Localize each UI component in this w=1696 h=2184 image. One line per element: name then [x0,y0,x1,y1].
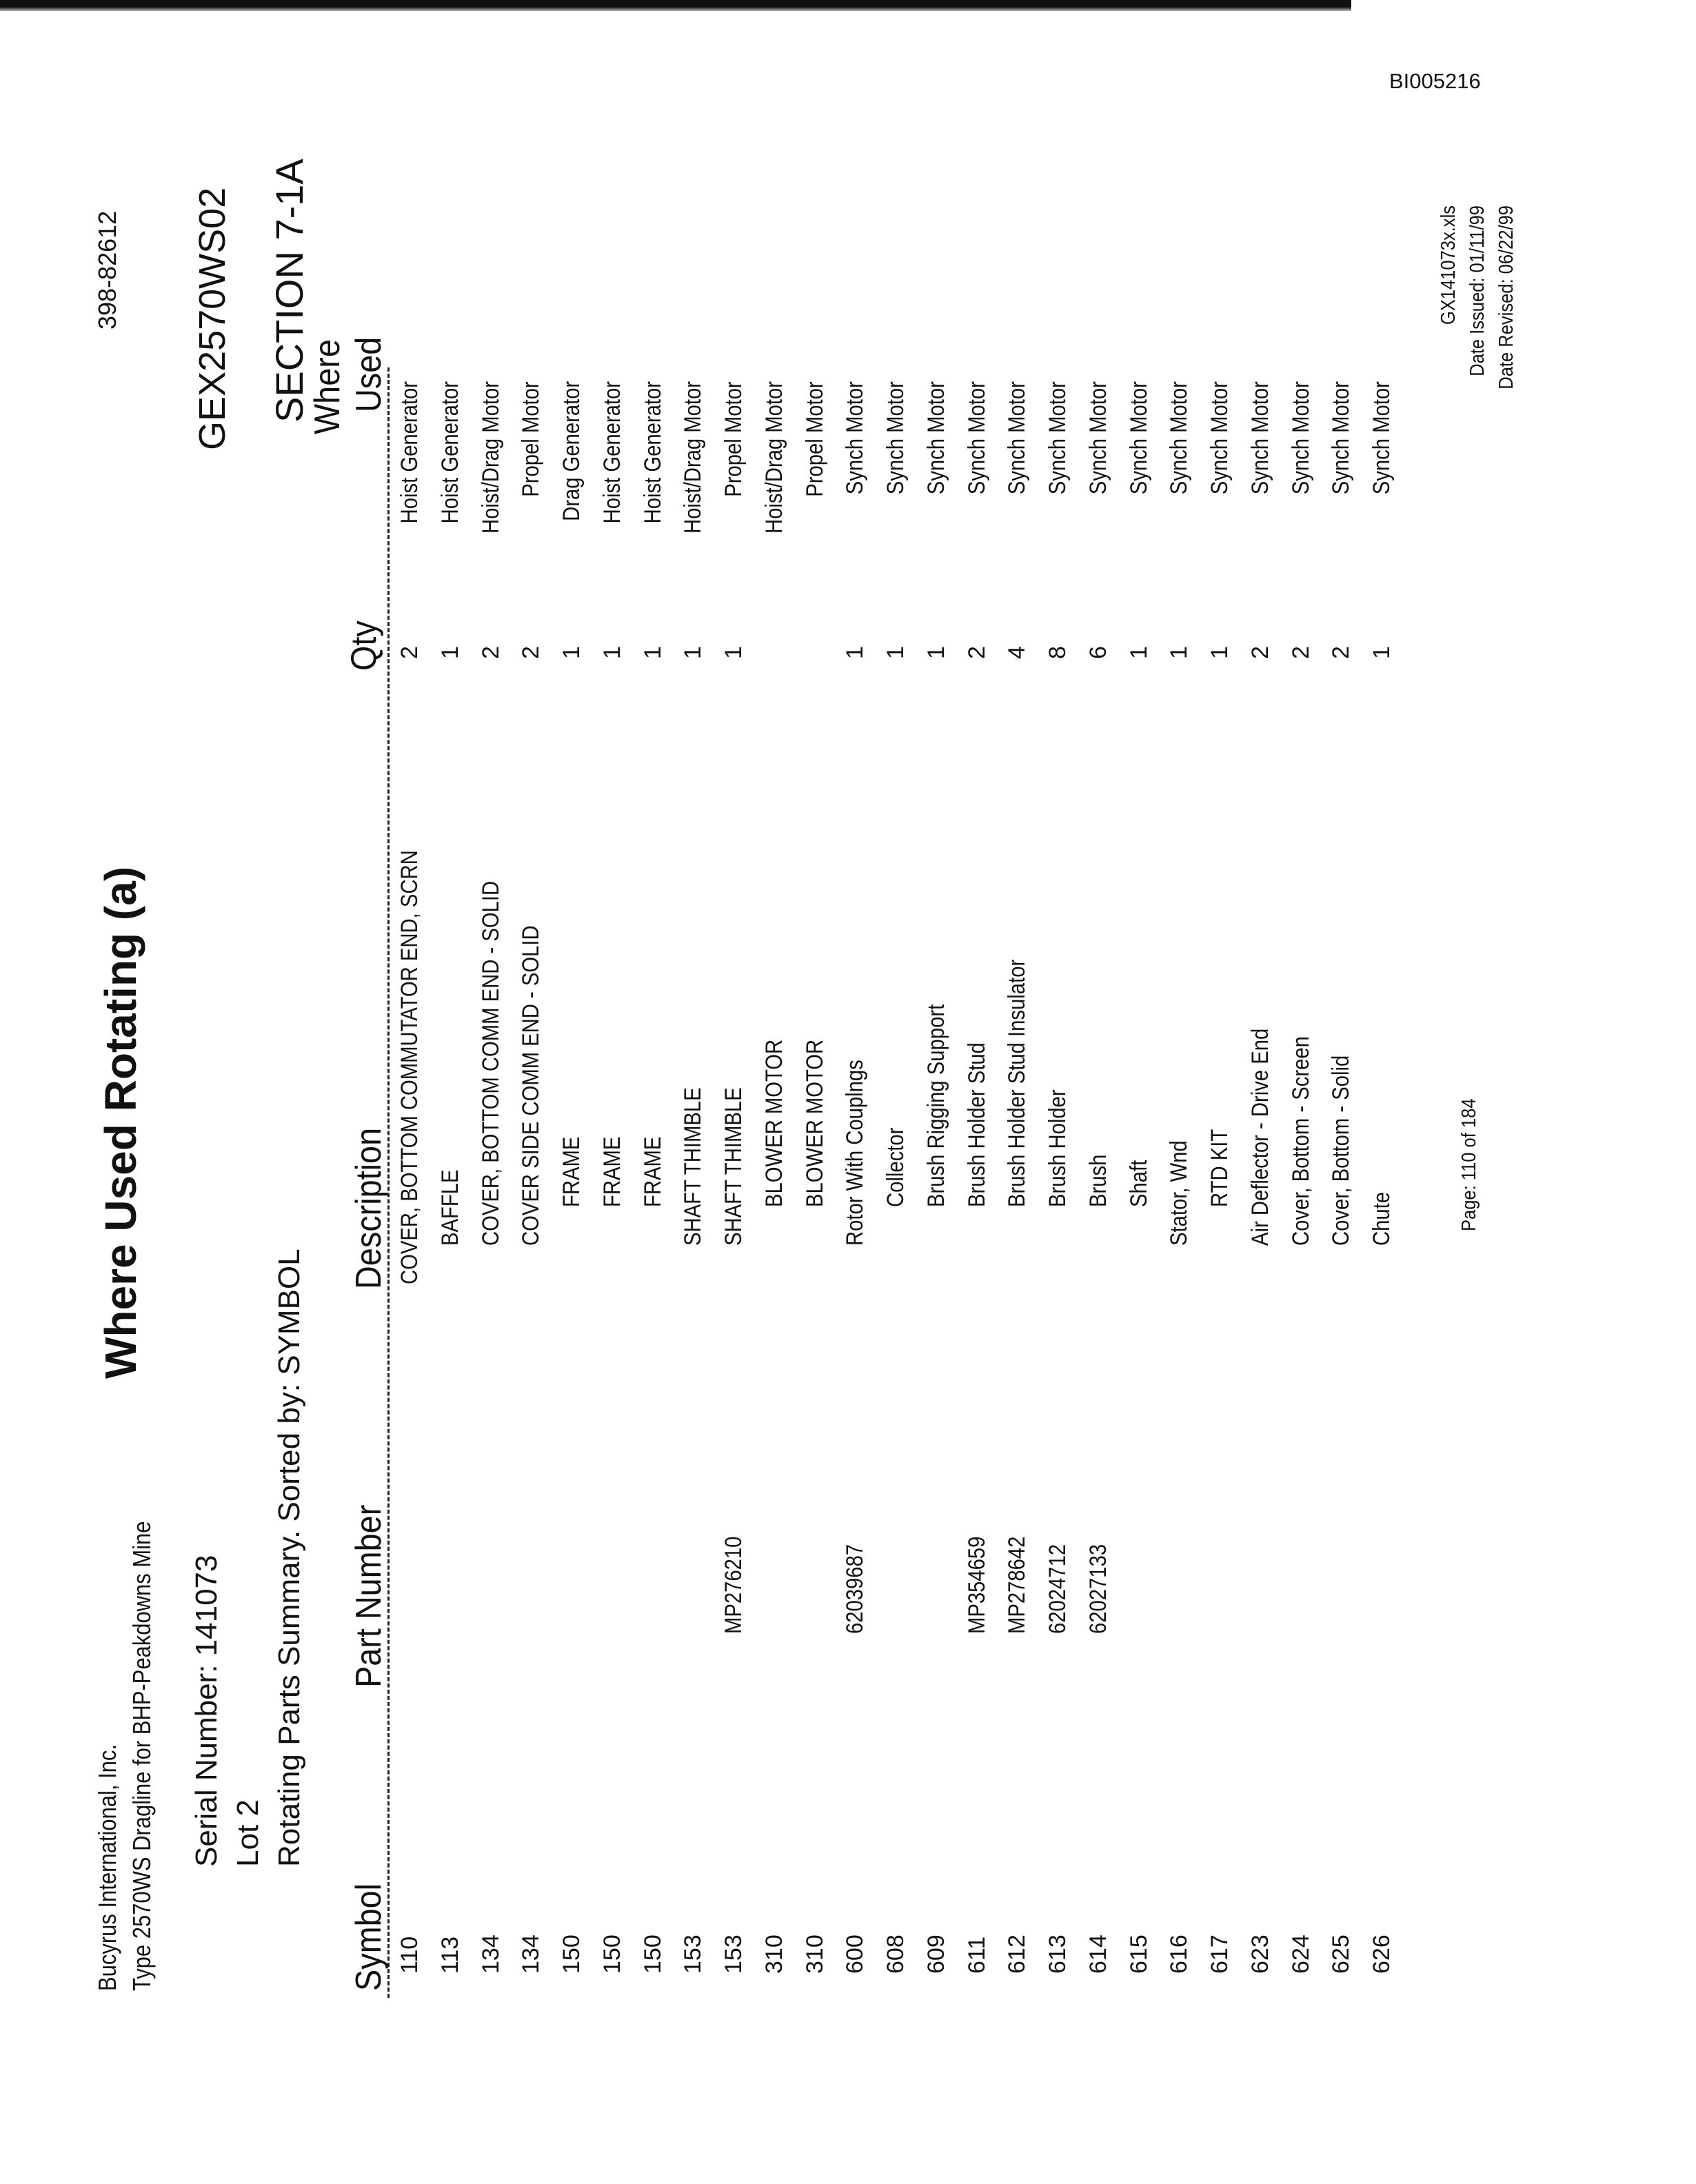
cell-description-text: COVER SIDE COMM END - SOLID [518,925,545,1246]
date-revised: Date Revised: 06/22/99 [1495,205,1517,390]
cell-description-text: Stator, Wnd [1166,1140,1193,1246]
cell-where-used [1247,381,1274,629]
cell-symbol: 310 [760,1934,787,1974]
table-row [1044,0,1084,2184]
cell-part-number [1044,1530,1071,1634]
cell-symbol: 609 [922,1934,949,1974]
column-header-where: Where [307,339,347,434]
cell-where-used-text: Hoist Generator [639,381,666,524]
cell-qty: 8 [1044,646,1071,659]
cell-description-text: Cover, Bottom - Screen [1287,1036,1314,1246]
cell-where-used [1288,381,1315,629]
cell-description-text: RTD KIT [1207,1129,1233,1207]
cell-qty: 1 [882,646,909,659]
cell-part-number [720,1521,747,1634]
cell-symbol: 616 [1166,1934,1193,1974]
table-row [1247,0,1287,2184]
table-row [680,0,720,2184]
cell-description [1004,919,1031,1284]
cell-where-used-text: Hoist/Drag Motor [477,381,504,534]
cell-description-text: Brush Holder [1044,1089,1071,1207]
table-row [882,0,922,2184]
table-row [1207,0,1246,2184]
cell-where-used-text: Hoist Generator [436,381,463,524]
cell-where-used [640,381,667,629]
cell-where-used [680,381,707,629]
cell-where-used [437,381,464,629]
cell-description-text: Chute [1369,1191,1395,1246]
document-title: Where Used Rotating (a) [96,866,145,1379]
cell-where-used-text: Synch Motor [1246,381,1273,495]
cell-qty: 1 [1166,646,1193,659]
cell-symbol: 310 [801,1934,828,1974]
table-row [599,0,639,2184]
cell-description-text: FRAME [598,1136,625,1207]
cell-where-used [1004,381,1031,629]
table-row [1328,0,1368,2184]
cell-where-used-text: Hoist Generator [598,381,625,524]
cell-part-number-text: MP276210 [720,1536,747,1634]
cell-where-used [802,381,829,629]
cell-qty: 1 [436,646,463,659]
cell-description-text: Brush Rigging Support [922,1004,949,1207]
cell-part-number [1085,1530,1112,1634]
cell-qty: 2 [963,646,990,659]
cell-description-text: Brush Holder Stud Insulator [1004,959,1031,1207]
cell-where-used [1085,381,1112,629]
cell-part-number-text: 62027133 [1084,1544,1111,1634]
section-label: SECTION 7-1A [267,159,311,423]
cell-description [720,1062,747,1284]
cell-description-text: BLOWER MOTOR [760,1039,787,1207]
cell-description [1085,1146,1112,1284]
cell-symbol: 150 [558,1934,585,1974]
cell-qty: 1 [720,646,747,659]
cell-qty: 2 [1287,646,1314,659]
cell-where-used-text: Synch Motor [1166,381,1193,495]
cell-where-used [964,381,991,629]
cell-description-text: Rotor With Couplngs [842,1060,869,1246]
cell-description [923,971,950,1284]
cell-description-text: Brush [1084,1154,1111,1207]
cell-description [518,873,545,1284]
cell-description-text: COVER, BOTTOM COMM END - SOLID [477,880,504,1246]
table-row [1085,0,1125,2184]
cell-description [1126,1153,1153,1284]
cell-where-used [558,381,585,629]
summary-line: Rotating Parts Summary. Sorted by: SYMBOL [272,1248,306,1867]
table-row [842,0,882,2184]
cell-qty: 2 [518,646,545,659]
table-row [396,0,436,2184]
cell-description [1207,1116,1233,1284]
cell-symbol: 608 [882,1934,909,1974]
cell-where-used-text: Synch Motor [1287,381,1314,495]
table-row [437,0,477,2184]
cell-where-used [720,381,747,629]
column-header-used: Used [349,336,389,412]
cell-symbol: 611 [963,1936,990,1974]
cell-description [761,1012,788,1284]
table-row [1166,0,1206,2184]
reference-number: 398-82612 [93,210,121,330]
cell-description-text: BAFFLE [436,1169,463,1246]
cell-description [558,1125,585,1284]
cell-description [842,1029,869,1284]
cell-description-text: SHAFT THIMBLE [680,1087,707,1246]
cell-part-number-text: MP278642 [1004,1536,1031,1634]
cell-qty: 1 [598,646,625,659]
cell-where-used-text: Propel Motor [518,381,545,497]
cell-qty: 1 [558,646,585,659]
cell-symbol: 623 [1246,1934,1273,1974]
cell-description-text: Collector [882,1127,909,1207]
cell-description-text: Brush Holder Stud [963,1042,990,1207]
cell-symbol: 134 [477,1934,504,1974]
cell-where-used [842,381,869,629]
cell-qty: 1 [1369,646,1395,659]
table-row [923,0,963,2184]
cell-where-used [1207,381,1233,629]
cell-where-used [761,381,788,629]
cell-symbol: 113 [436,1936,463,1974]
cell-where-used-text: Synch Motor [842,381,869,495]
cell-where-used [1328,381,1355,629]
cell-where-used [478,381,505,629]
cell-where-used [1166,381,1193,629]
cell-where-used [396,381,423,629]
cell-description [882,1115,909,1284]
cell-symbol: 110 [396,1936,423,1974]
cell-where-used-text: Synch Motor [1004,381,1031,495]
cell-symbol: 615 [1125,1934,1152,1974]
table-row [1288,0,1328,2184]
cell-where-used-text: Hoist/Drag Motor [680,381,707,534]
cell-where-used-text: Synch Motor [1125,381,1152,495]
cell-symbol: 624 [1287,1934,1314,1974]
cell-qty: 4 [1004,646,1031,659]
cell-symbol: 614 [1084,1934,1111,1974]
table-row [518,0,558,2184]
cell-description [802,1012,829,1284]
cell-qty: 1 [922,646,949,659]
cell-qty: 2 [1246,646,1273,659]
cell-part-number-text: 62024712 [1044,1544,1071,1634]
cell-description [1166,1123,1193,1284]
cell-where-used-text: Synch Motor [1044,381,1071,495]
table-row [761,0,801,2184]
cell-where-used-text: Synch Motor [882,381,909,495]
cell-qty: 1 [1207,646,1233,659]
cell-where-used-text: Synch Motor [963,381,990,495]
table-row [964,0,1004,2184]
cell-description-text: FRAME [639,1136,666,1207]
cell-symbol: 600 [842,1934,869,1974]
table-row [1004,0,1044,2184]
cell-part-number-text: MP354659 [963,1536,990,1634]
cell-symbol: 613 [1044,1934,1071,1974]
table-row [1369,0,1409,2184]
cell-symbol: 612 [1004,1934,1031,1974]
cell-where-used-text: Hoist Generator [396,381,423,524]
cell-description [478,822,505,1284]
cell-where-used [518,381,545,629]
lot-number: Lot 2 [231,1799,265,1867]
cell-qty: 1 [680,646,707,659]
cell-where-used [599,381,626,629]
cell-description-text: COVER, BOTTOM COMMUTATOR END, SCRN [396,850,423,1284]
company-name: Bucyrus International, Inc. [93,1744,121,1991]
cell-description [964,1015,991,1284]
cell-description [1288,1002,1315,1284]
cell-description [1247,993,1274,1284]
cell-description-text: FRAME [558,1136,585,1207]
cell-symbol: 153 [680,1934,707,1974]
cell-where-used-text: Synch Motor [1369,381,1395,495]
cell-where-used [882,381,909,629]
cell-description [1044,1071,1071,1284]
cell-qty: 2 [477,646,504,659]
cell-description-text: Shaft [1125,1160,1152,1207]
cell-where-used [1126,381,1153,629]
cell-where-used-text: Synch Motor [1328,381,1355,495]
cell-description [1369,1183,1395,1284]
cell-description-text: Cover, Bottom - Solid [1328,1055,1355,1246]
cell-part-number [842,1530,869,1634]
cell-qty: 1 [639,646,666,659]
column-header-symbol: Symbol [349,1883,389,1991]
cell-qty: 1 [1125,646,1152,659]
table-row [802,0,842,2184]
page-number: Page: 110 of 184 [1458,1098,1480,1231]
machine-type: Type 2570WS Dragline for BHP-Peakdowns Mine [128,1521,156,1991]
column-header-part-number: Part Number [349,1504,389,1688]
cell-qty: 6 [1084,646,1111,659]
cell-where-used-text: Synch Motor [1207,381,1233,495]
cell-where-used-text: Propel Motor [801,381,828,497]
cell-symbol: 617 [1207,1934,1233,1974]
cell-qty: 2 [396,646,423,659]
cell-symbol: 134 [518,1934,545,1974]
serial-number: Serial Number: 141073 [190,1555,223,1867]
column-header-description: Description [349,1127,389,1289]
table-row [720,0,760,2184]
cell-symbol: 150 [639,1934,666,1974]
model-code: GEX2570WS02 [192,187,233,450]
cell-where-used-text: Hoist/Drag Motor [760,381,787,534]
cell-description-text: SHAFT THIMBLE [720,1087,747,1246]
cell-symbol: 625 [1328,1934,1355,1974]
cell-where-used-text: Synch Motor [922,381,949,495]
table-row [558,0,598,2184]
cell-where-used [1044,381,1071,629]
cell-qty: 2 [1328,646,1355,659]
cell-where-used [1369,381,1395,629]
cell-symbol: 153 [720,1934,747,1974]
cell-description-text: BLOWER MOTOR [801,1039,828,1207]
date-issued: Date Issued: 01/11/99 [1466,205,1488,376]
cell-description [680,1062,707,1284]
cell-part-number-text: 62039687 [842,1544,869,1634]
table-row [1126,0,1166,2184]
cell-symbol: 150 [598,1934,625,1974]
cell-description [396,780,423,1284]
cell-part-number [1004,1521,1031,1634]
column-header-qty: Qty [344,620,384,671]
cell-symbol: 626 [1369,1934,1395,1974]
table-row [478,0,518,2184]
cell-description [437,1157,464,1284]
cell-description-text: Air Deflector - Drive End [1246,1028,1273,1246]
table-row [640,0,680,2184]
cell-where-used [923,381,950,629]
cell-description [640,1125,667,1284]
document-id: BI005216 [1389,69,1481,93]
cell-where-used-text: Propel Motor [720,381,747,497]
cell-description [599,1125,626,1284]
file-name: GX141073x.xls [1437,205,1460,325]
cell-qty: 1 [842,646,869,659]
cell-where-used-text: Drag Generator [558,381,585,522]
cell-part-number [964,1521,991,1634]
cell-description [1328,1024,1355,1284]
cell-where-used-text: Synch Motor [1084,381,1111,495]
